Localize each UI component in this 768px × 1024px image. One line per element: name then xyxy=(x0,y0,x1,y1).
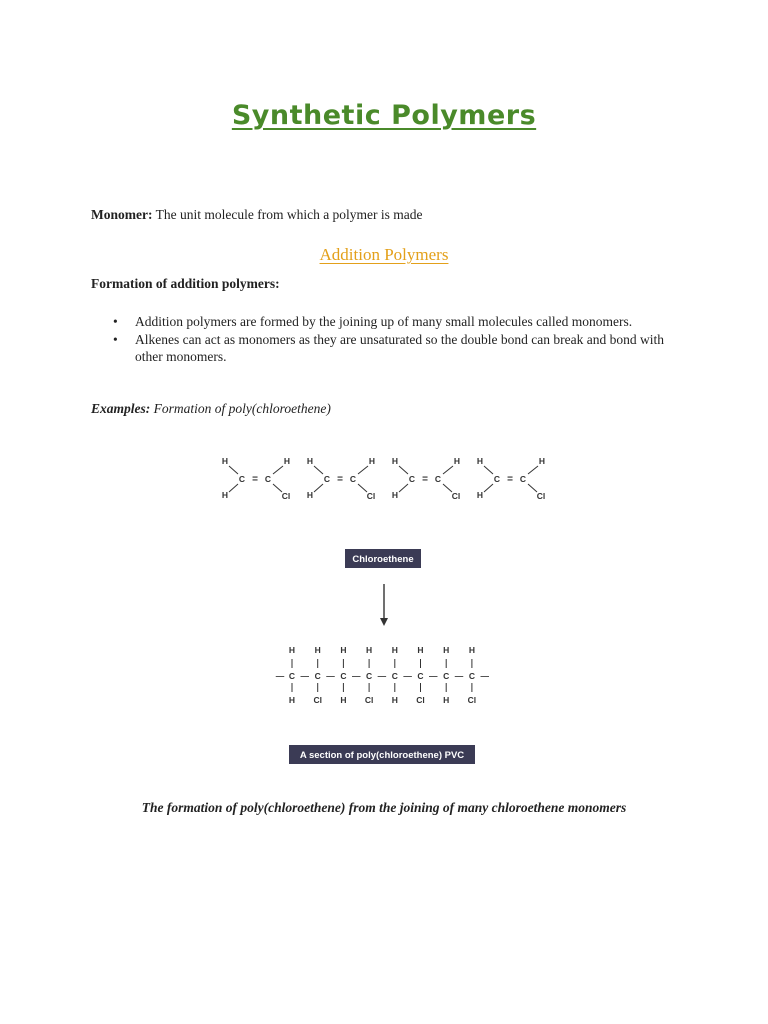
hydrogen-atom: H xyxy=(443,645,450,655)
reaction-arrow-head xyxy=(380,618,388,626)
chain-bond: — xyxy=(275,671,285,681)
chain-bond: — xyxy=(326,671,335,681)
hydrogen-atom: H xyxy=(391,645,398,655)
carbon-atom: C xyxy=(417,671,424,681)
pvc-chain xyxy=(276,645,490,705)
carbon-atom: C xyxy=(519,474,527,484)
carbon-atom: C xyxy=(340,671,347,681)
carbon-atom: C xyxy=(391,671,398,681)
chain-bond: — xyxy=(429,671,438,681)
single-bond xyxy=(399,466,408,474)
section-heading: Addition Polymers xyxy=(319,245,449,264)
carbon-atom: C xyxy=(288,671,296,681)
hydrogen-atom: H xyxy=(391,490,399,500)
hydrogen-atom: H xyxy=(366,645,373,655)
hydrogen-atom: H xyxy=(306,456,314,466)
hydrogen-atom: H xyxy=(391,456,399,466)
figure-caption: The formation of poly(chloroethene) from the joining of many chloroethene monomers xyxy=(141,800,627,815)
polymerisation-diagram xyxy=(200,440,575,785)
chain-bond: — xyxy=(480,671,489,681)
chain-bond: — xyxy=(351,671,361,681)
single-bond xyxy=(229,484,238,492)
double-bond: = xyxy=(252,474,258,485)
hydrogen-atom: H xyxy=(340,645,347,655)
chlorine-atom: Cl xyxy=(536,491,546,501)
chlorine-atom: Cl xyxy=(467,695,477,705)
chlorine-atom: Cl xyxy=(366,491,376,501)
carbon-atom: C xyxy=(434,474,442,484)
monomer-definition-text: The unit molecule from which a polymer is made xyxy=(152,207,423,222)
carbon-atom: C xyxy=(238,474,246,484)
carbon-atom: C xyxy=(468,671,475,681)
single-bond xyxy=(273,484,282,492)
single-bond xyxy=(484,484,493,492)
carbon-atom: C xyxy=(366,671,373,681)
monomer-term: Monomer: xyxy=(91,207,153,222)
examples-line xyxy=(91,401,331,417)
bullet-list xyxy=(113,313,683,366)
single-bond xyxy=(484,466,493,474)
chain-bond: — xyxy=(403,671,412,681)
single-bond xyxy=(399,484,408,492)
hydrogen-atom: H xyxy=(368,456,376,466)
chlorine-atom: Cl xyxy=(364,695,374,705)
chlorine-atom: Cl xyxy=(313,695,322,705)
chain-bond: — xyxy=(377,671,387,681)
hydrogen-atom: H xyxy=(306,490,314,500)
double-bond: = xyxy=(337,474,343,485)
carbon-atom: C xyxy=(314,671,321,681)
single-bond xyxy=(528,484,537,492)
hydrogen-atom: H xyxy=(468,645,475,655)
carbon-atom: C xyxy=(443,671,450,681)
single-bond xyxy=(358,484,367,492)
hydrogen-atom: H xyxy=(391,695,398,705)
monomer-definition xyxy=(91,207,423,223)
single-bond xyxy=(358,466,368,474)
single-bond xyxy=(229,466,238,474)
hydrogen-atom: H xyxy=(283,456,291,466)
single-bond xyxy=(528,466,538,474)
single-bond xyxy=(273,466,283,474)
carbon-atom: C xyxy=(323,474,331,484)
formation-heading: Formation of addition polymers: xyxy=(91,276,280,291)
carbon-atom: C xyxy=(264,474,272,484)
chain-bond: — xyxy=(454,671,464,681)
hydrogen-atom: H xyxy=(476,490,484,500)
hydrogen-atom: H xyxy=(221,456,229,466)
examples-label: Examples: xyxy=(91,401,151,416)
carbon-atom: C xyxy=(408,474,416,484)
bullet-item: • Addition polymers are formed by the joining up of many small molecules called monomers. xyxy=(113,313,683,331)
chlorine-atom: Cl xyxy=(451,491,461,501)
hydrogen-atom: H xyxy=(340,695,347,705)
single-bond xyxy=(314,466,323,474)
page-title: Synthetic Polymers xyxy=(231,100,537,131)
double-bond: = xyxy=(422,474,428,485)
hydrogen-atom: H xyxy=(443,695,450,705)
polymer-label: A section of poly(chloroethene) PVC xyxy=(299,750,465,761)
single-bond xyxy=(314,484,323,492)
chain-bond: — xyxy=(300,671,310,681)
double-bond: = xyxy=(507,474,513,485)
hydrogen-atom: H xyxy=(476,456,484,466)
examples-text: Formation of poly(chloroethene) xyxy=(150,401,331,416)
chlorine-atom: Cl xyxy=(416,695,425,705)
chloroethene-monomers xyxy=(222,456,545,501)
hydrogen-atom: H xyxy=(288,645,296,655)
hydrogen-atom: H xyxy=(288,695,296,705)
single-bond xyxy=(443,484,452,492)
hydrogen-atom: H xyxy=(314,645,321,655)
hydrogen-atom: H xyxy=(221,490,229,500)
carbon-atom: C xyxy=(349,474,357,484)
single-bond xyxy=(443,466,453,474)
hydrogen-atom: H xyxy=(417,645,424,655)
monomer-label: Chloroethene xyxy=(352,554,414,565)
hydrogen-atom: H xyxy=(538,456,546,466)
hydrogen-atom: H xyxy=(453,456,461,466)
chlorine-atom: Cl xyxy=(281,491,291,501)
bullet-item: • Alkenes can act as monomers as they are unsaturated so the double bond can break and bond with other monomers. xyxy=(113,331,683,366)
carbon-atom: C xyxy=(493,474,501,484)
